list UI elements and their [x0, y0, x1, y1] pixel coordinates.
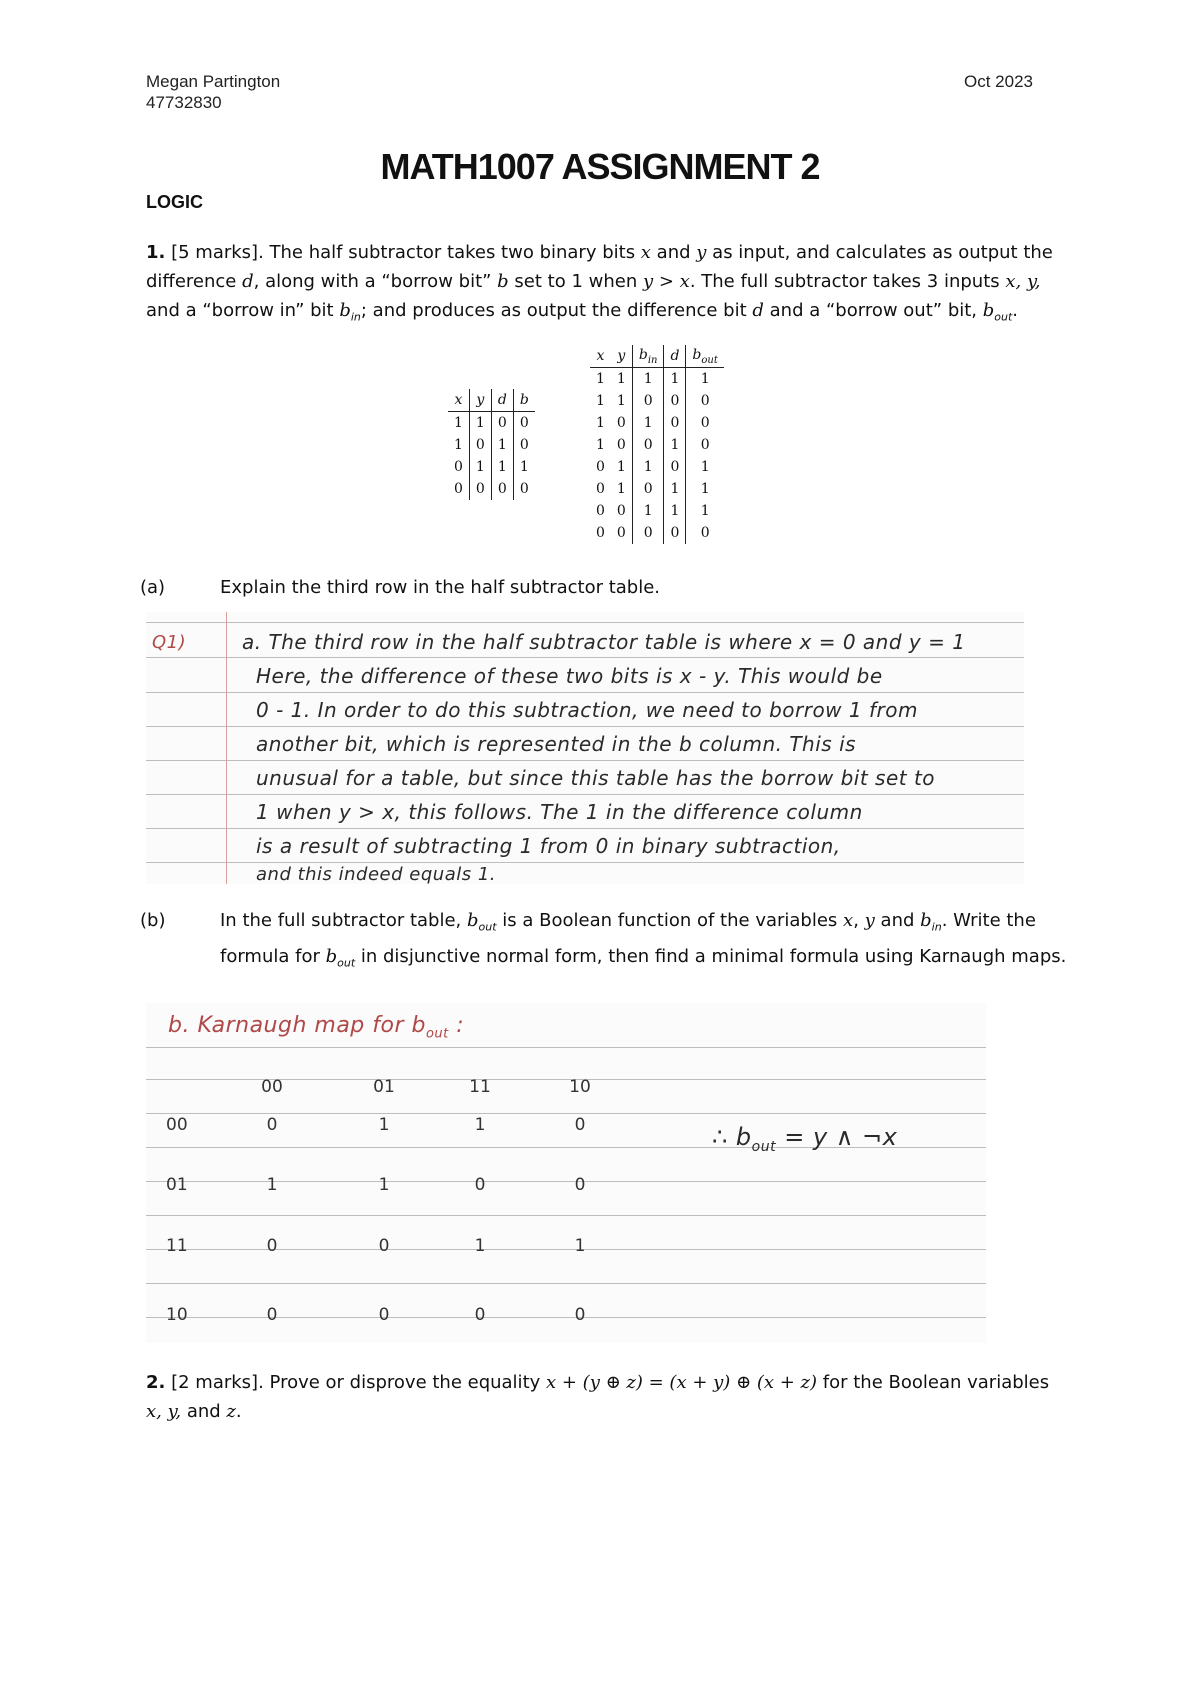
table-row: 0 1 1 0 1 — [590, 456, 724, 478]
answer-line: another bit, which is represented in the b column. This is — [256, 732, 857, 756]
table-row: 0 0 0 0 0 — [590, 522, 724, 544]
answer-line: 1 when y > x, this follows. The 1 in the difference column — [256, 800, 863, 824]
section-heading: LOGIC — [146, 192, 203, 212]
table-row: 1 0 1 0 — [448, 434, 535, 456]
k-cell: 0 — [266, 1236, 278, 1256]
karnaugh-heading: b. Karnaugh map for $b_{out}$ : — [168, 1013, 465, 1042]
k-cell: 0 — [574, 1115, 586, 1135]
k-cell: 0 — [378, 1236, 390, 1256]
k-row-header: 00 — [166, 1115, 188, 1135]
k-cell: 0 — [378, 1305, 390, 1325]
k-cell: 1 — [378, 1175, 390, 1195]
k-cell: 1 — [266, 1175, 278, 1195]
part-a-question: (a) Explain the third row in the half subtractor table. — [180, 573, 1100, 602]
table-row: 1 1 0 0 0 — [590, 390, 724, 412]
k-cell: 0 — [266, 1115, 278, 1135]
karnaugh-map-sheet — [146, 1003, 986, 1343]
k-col-header: 01 — [373, 1077, 395, 1097]
k-col-header: 10 — [569, 1077, 591, 1097]
k-col-header: 11 — [469, 1077, 491, 1097]
part-b-question: (b) In the full subtractor table, $b_{out}$ is a Boolean function of the variables x, y and $b_{in}$. Write the formula for $b_{out}$ in disjunctive normal form, then find a minimal formula using Karnaugh maps. — [180, 906, 1100, 977]
answer-line: Here, the difference of these two bits is x - y. This would be — [256, 664, 883, 688]
question-2: 2. [2 marks]. Prove or disprove the equality x + (y ⊕ z) = (x + y) ⊕ (x + z) for the Boolean variables x, y, and z. — [146, 1372, 1050, 1422]
k-cell: 0 — [474, 1175, 486, 1195]
k-cell: 1 — [474, 1115, 486, 1135]
table-row: 0 0 0 0 — [448, 478, 535, 500]
k-row-header: 11 — [166, 1236, 188, 1256]
k-cell: 1 — [474, 1236, 486, 1256]
table-row: 0 1 0 1 1 — [590, 478, 724, 500]
table-row: 1 0 1 0 0 — [590, 412, 724, 434]
page-title: MATH1007 ASSIGNMENT 2 — [380, 146, 820, 187]
table-row: 1 1 1 1 1 — [590, 368, 724, 391]
k-cell: 1 — [378, 1115, 390, 1135]
answer-line: is a result of subtracting 1 from 0 in binary subtraction, — [256, 834, 841, 858]
handwritten-answer-a — [146, 612, 1024, 884]
k-row-header: 10 — [166, 1305, 188, 1325]
question-2-number: 2. — [146, 1372, 166, 1393]
k-cell: 1 — [574, 1236, 586, 1256]
part-b-label: (b) — [140, 910, 166, 931]
full-subtractor-table: x y $b_{in}$ d $b_{out}$ 1 1 1 1 1 1 1 0 0 0 1 0 1 0 0 1 0 0 1 0 0 1 1 0 1 0 1 0 1 1 0 0 1 1 1 0 0 0 0 0 — [590, 345, 724, 544]
question-1: 1. [5 marks]. The half subtractor takes two binary bits x and y as input, and calculates as output the difference d, along with a “borrow bit” b set to 1 when y > x. The full subtractor takes 3 inputs x, y, and a “borrow in” bit $b_{in}$; and produces as output the difference bit d and a “borrow out” bit, $b_{out}$. — [146, 242, 1053, 324]
answer-line: unusual for a table, but since this table has the borrow bit set to — [256, 766, 936, 790]
answer-label: Q1) — [152, 632, 187, 653]
date: Oct 2023 — [964, 72, 1033, 91]
k-cell: 0 — [574, 1305, 586, 1325]
k-col-header: 00 — [261, 1077, 283, 1097]
part-a-label: (a) — [140, 577, 166, 598]
half-subtractor-table: x y d b 1 1 0 0 1 0 1 0 0 1 1 1 0 0 0 0 — [448, 389, 535, 500]
k-row-header: 01 — [166, 1175, 188, 1195]
table-row: 1 0 0 1 0 — [590, 434, 724, 456]
question-1-number: 1. — [146, 242, 166, 263]
author-name: Megan Partington — [146, 72, 281, 91]
margin-line — [226, 612, 227, 884]
k-cell: 0 — [266, 1305, 278, 1325]
table-row: 1 1 0 0 — [448, 412, 535, 435]
k-cell: 0 — [474, 1305, 486, 1325]
k-cell: 0 — [574, 1175, 586, 1195]
table-row: 0 0 1 1 1 — [590, 500, 724, 522]
minimal-formula: ∴ $b_{out} = y$ ∧ ¬x — [712, 1123, 898, 1155]
answer-line: 0 - 1. In order to do this subtraction, we need to borrow 1 from — [256, 698, 918, 722]
student-id: 47732830 — [146, 93, 222, 112]
table-row: 0 1 1 1 — [448, 456, 535, 478]
answer-line: a. The third row in the half subtractor table is where x = 0 and y = 1 — [242, 630, 966, 654]
answer-line: and this indeed equals 1. — [256, 864, 496, 884]
